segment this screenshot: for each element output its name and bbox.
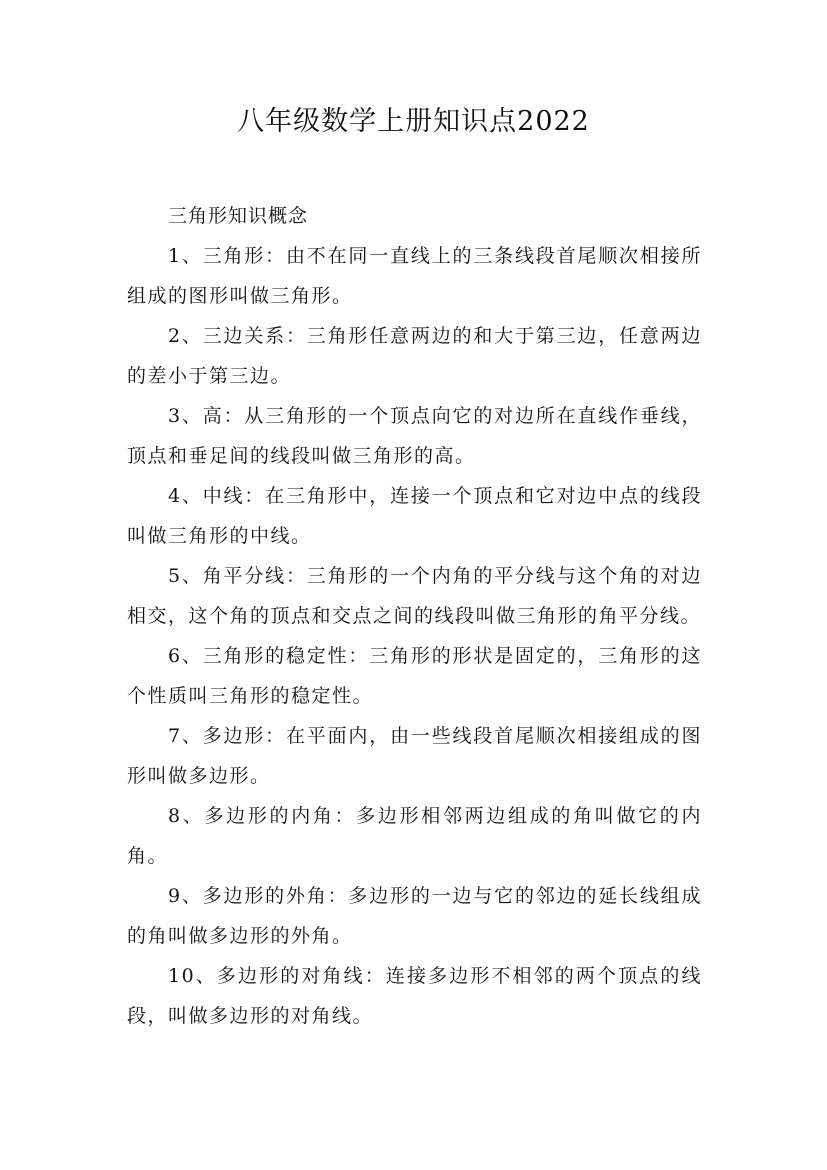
list-item: 3、高：从三角形的一个顶点向它的对边所在直线作垂线，顶点和垂足间的线段叫做三角形的高。 xyxy=(127,405,702,467)
list-item: 8、多边形的内角：多边形相邻两边组成的角叫做它的内角。 xyxy=(127,805,702,867)
list-item: 7、多边形：在平面内，由一些线段首尾顺次相接组成的图形叫做多边形。 xyxy=(127,725,702,787)
list-item: 9、多边形的外角：多边形的一边与它的邻边的延长线组成的角叫做多边形的外角。 xyxy=(127,885,702,947)
section-heading: 三角形知识概念 xyxy=(168,205,309,227)
list-item: 4、中线：在三角形中，连接一个顶点和它对边中点的线段叫做三角形的中线。 xyxy=(127,485,702,547)
list-item: 2、三边关系：三角形任意两边的和大于第三边，任意两边的差小于第三边。 xyxy=(127,325,702,387)
list-item: 5、角平分线：三角形的一个内角的平分线与这个角的对边相交，这个角的顶点和交点之间的线段叫做三角形的角平分线。 xyxy=(127,565,702,627)
list-item: 6、三角形的稳定性：三角形的形状是固定的，三角形的这个性质叫三角形的稳定性。 xyxy=(127,645,702,707)
list-item: 10、多边形的对角线：连接多边形不相邻的两个顶点的线段，叫做多边形的对角线。 xyxy=(127,965,702,1027)
document-body xyxy=(127,196,702,1036)
document-title: 八年级数学上册知识点2022 xyxy=(237,106,590,137)
list-item: 1、三角形：由不在同一直线上的三条线段首尾顺次相接所组成的图形叫做三角形。 xyxy=(127,245,702,307)
